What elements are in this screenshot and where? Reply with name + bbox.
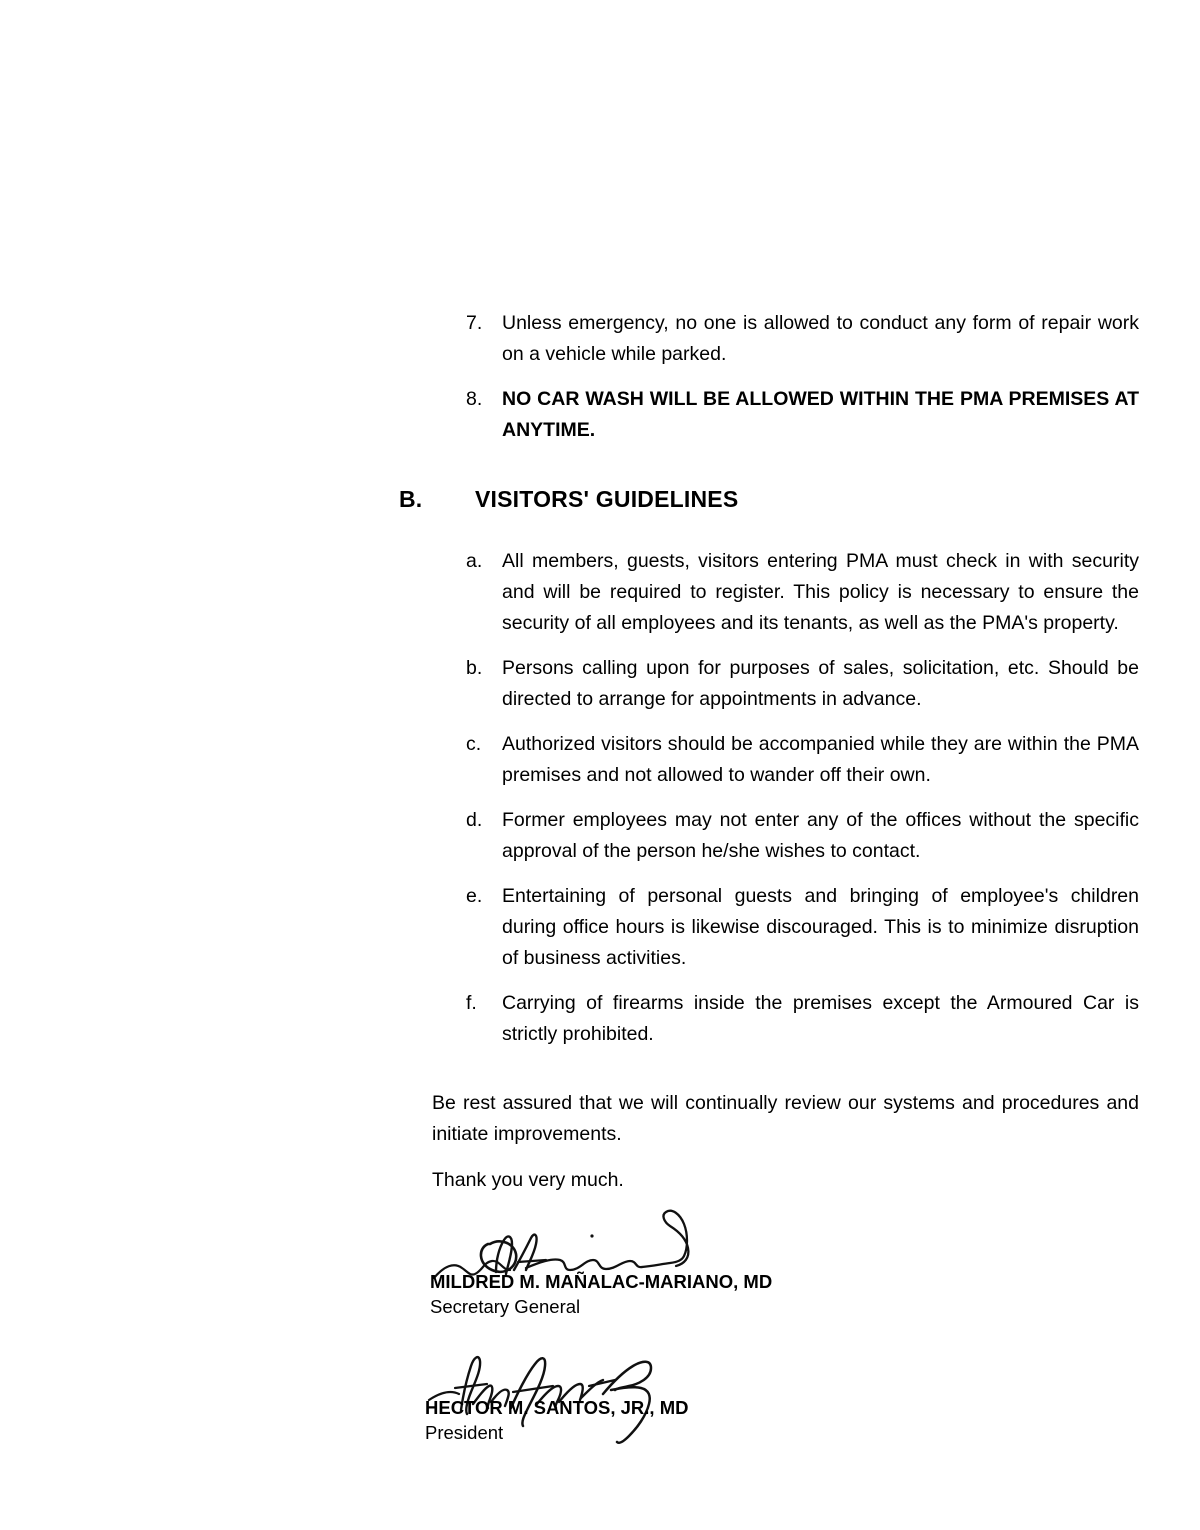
list-marker: b. [466,657,483,679]
numbered-list [466,308,1139,446]
list-item [466,653,1139,715]
closing-paragraph: Be rest assured that we will continually review our systems and procedures and initiate improvements. [432,1092,1139,1145]
signatory-title: Secretary General [430,1296,581,1317]
list-item-text: Persons calling upon for purposes of sales, solicitation, etc. Should be directed to arrange for appointments in advance. [502,657,1139,710]
list-item-text: NO CAR WASH WILL BE ALLOWED WITHIN THE PMA PREMISES AT ANYTIME. [502,388,1139,441]
list-item [466,384,1139,446]
list-item [466,805,1139,867]
signature-block [430,1200,772,1319]
list-marker: 7. [466,312,483,334]
list-item [466,308,1139,370]
list-item-text: Carrying of firearms inside the premises except the Armoured Car is strictly prohibited. [502,992,1139,1045]
signatory-name: MILDRED M. MAÑALAC-MARIANO, MD [430,1271,773,1292]
list-marker: e. [466,885,483,907]
lettered-list [466,546,1139,1050]
list-item-text: All members, guests, visitors entering PMA must check in with security and will be required to register. This policy is necessary to ensure the security of all employees and its tenants, as well as the PMA's property. [502,550,1139,634]
signature-block [425,1338,688,1445]
list-marker: d. [466,809,483,831]
list-item [466,729,1139,791]
list-item [466,881,1139,974]
list-marker: c. [466,733,482,755]
signatory-name: HECTOR M. SANTOS, JR., MD [425,1397,689,1418]
section-letter: B. [399,486,423,512]
section-heading [399,484,738,514]
list-item [466,546,1139,639]
thank-you-line: Thank you very much. [432,1169,624,1191]
list-marker: a. [466,550,483,572]
list-item-text: Entertaining of personal guests and bringing of employee's children during office hours is likewise discouraged. This is to minimize disruption of business activities. [502,885,1139,969]
list-marker: 8. [466,388,483,410]
list-item [466,988,1139,1050]
list-item-text: Former employees may not enter any of the offices without the specific approval of the person he/she wishes to contact. [502,809,1139,862]
list-item-text: Unless emergency, no one is allowed to conduct any form of repair work on a vehicle while parked. [502,312,1139,365]
list-item-text: Authorized visitors should be accompanied while they are within the PMA premises and not allowed to wander off their own. [502,733,1139,786]
signatory-title: President [425,1422,504,1443]
list-marker: f. [466,992,477,1014]
section-title: VISITORS' GUIDELINES [475,486,739,512]
